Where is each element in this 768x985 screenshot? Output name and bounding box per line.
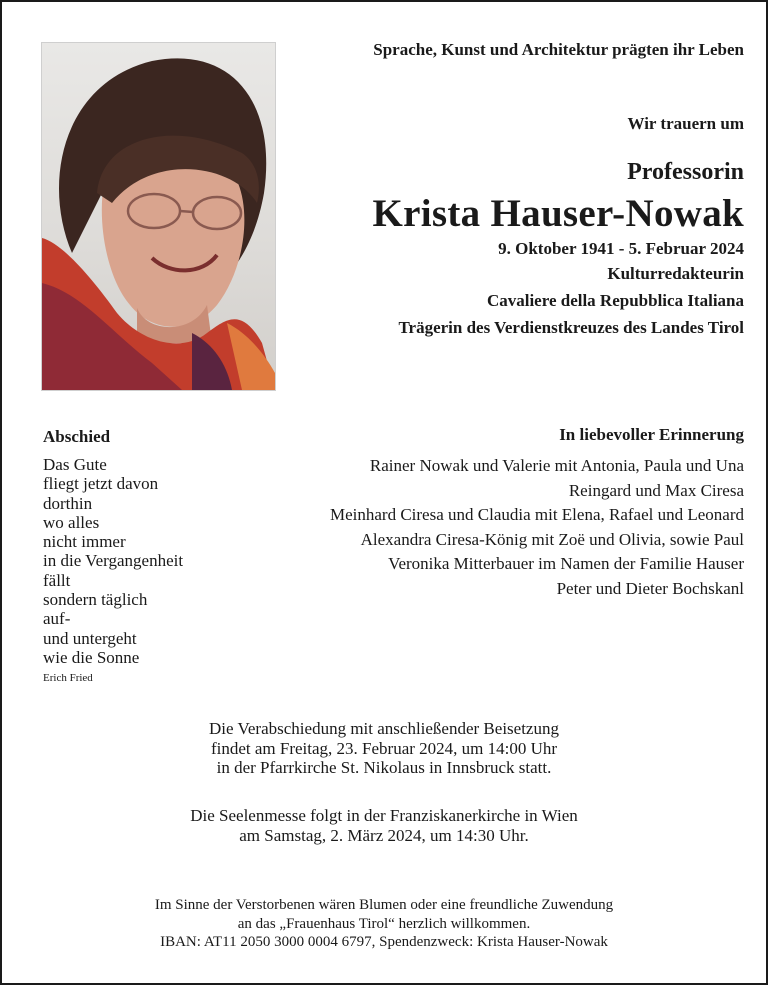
poem-author: Erich Fried (43, 672, 93, 684)
poem-line: und untergeht (43, 628, 137, 648)
donation-note (2, 896, 766, 952)
poem-text (43, 455, 183, 667)
donation-line: an das „Frauenhaus Tirol“ herzlich willkommen. (237, 915, 531, 932)
mourner-line: Meinhard Ciresa und Claudia mit Elena, Rafael und Leonard (329, 505, 744, 524)
mourner-line: Reingard und Max Ciresa (568, 480, 744, 500)
deceased-title: Professorin (627, 159, 744, 185)
donation-line: Im Sinne der Verstorbenen wären Blumen oder eine freundliche Zuwendung (154, 897, 614, 913)
poem-line: dorthin (43, 493, 93, 513)
funeral-service-info (2, 719, 766, 778)
motto-line: Sprache, Kunst und Architektur prägten ihr Leben (373, 40, 744, 59)
poem-line: in die Vergangenheit (43, 551, 184, 571)
life-dates: 9. Oktober 1941 - 5. Februar 2024 (498, 239, 744, 258)
poem-line: wo alles (43, 512, 100, 532)
mourner-line: Alexandra Ciresa-König mit Zoë und Olivia, sowie Paul (360, 529, 744, 549)
poem-line: auf- (43, 609, 71, 629)
service-line: Die Verabschiedung mit anschließender Beisetzung (209, 719, 559, 738)
mourner-line: Rainer Nowak und Valerie mit Antonia, Paula und Una (369, 456, 744, 475)
service-line: findet am Freitag, 23. Februar 2024, um 14:00 Uhr (210, 738, 558, 758)
poem-line: sondern täglich (43, 590, 148, 610)
mass-line: Die Seelenmesse folgt in der Franziskanerkirche in Wien (190, 806, 578, 825)
poem-line: wie die Sonne (43, 647, 140, 667)
mourners-list (330, 454, 744, 601)
memory-title: In liebevoller Erinnerung (559, 425, 744, 444)
donation-iban: IBAN: AT11 2050 3000 0004 6797, Spendenzweck: Krista Hauser-Nowak (160, 934, 608, 950)
requiem-mass-info (2, 806, 766, 845)
poem-line: nicht immer (43, 532, 126, 552)
honor-line: Cavaliere della Repubblica Italiana (486, 291, 744, 310)
honor-line: Trägerin des Verdienstkreuzes des Landes Tirol (398, 318, 744, 337)
mourning-line: Wir trauern um (627, 114, 744, 133)
poem-line: Das Gute (43, 455, 107, 474)
mourner-line: Veronika Mitterbauer im Namen der Familie Hauser (388, 554, 744, 573)
honor-line: Kulturredakteurin (607, 264, 744, 283)
service-line: in der Pfarrkirche St. Nikolaus in Innsbruck statt. (216, 758, 552, 777)
mourner-line: Peter und Dieter Bochskanl (556, 578, 744, 598)
portrait-photo-icon (41, 42, 276, 391)
poem-title: Abschied (43, 427, 111, 446)
poem-line: fällt (43, 570, 71, 590)
poem-line: fliegt jetzt davon (43, 474, 159, 494)
mass-line: am Samstag, 2. März 2024, um 14:30 Uhr. (239, 825, 529, 845)
deceased-name: Krista Hauser-Nowak (372, 192, 744, 235)
